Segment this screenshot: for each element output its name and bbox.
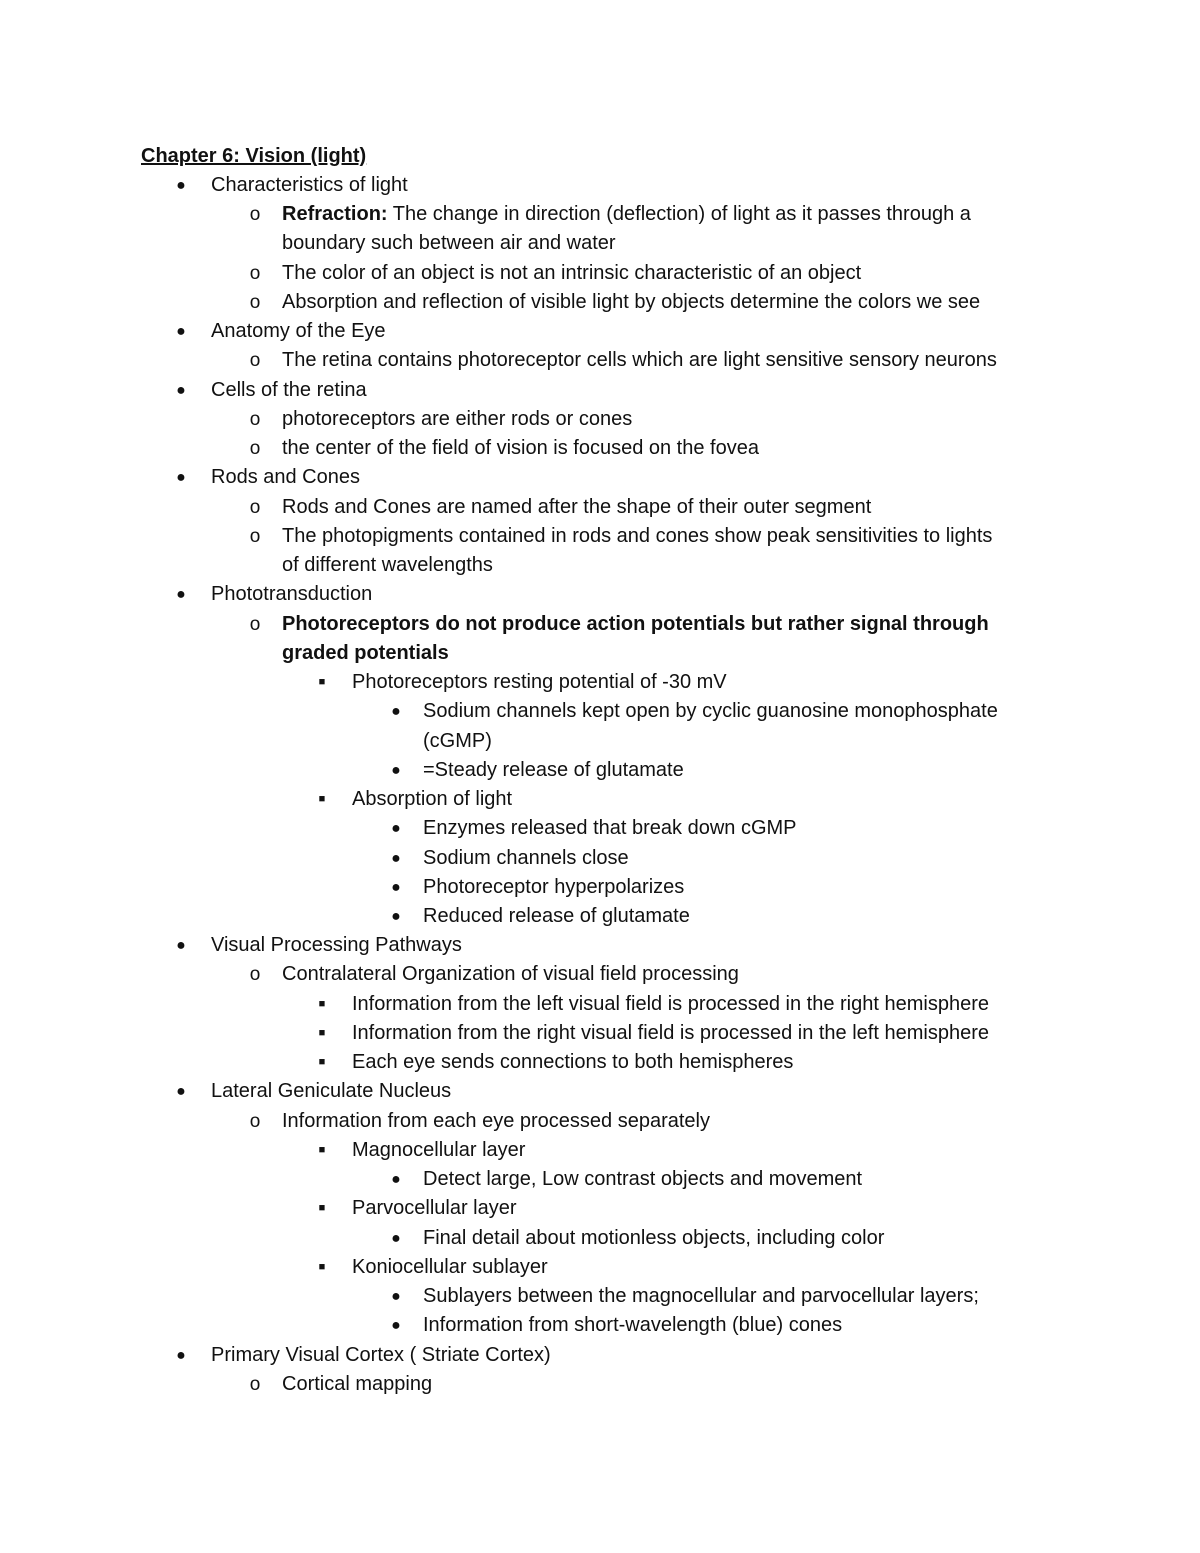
outline-item-text: Information from the right visual field is processed in the left hemisphere [352,1022,989,1044]
bullet-circle-icon: o [249,1374,261,1395]
outline-item-text: photoreceptors are either rods or cones [282,408,633,430]
outline-item-text: Absorption and reflection of visible light by objects determine the colors we see [282,291,981,313]
outline-item-text: =Steady release of glutamate [423,759,684,781]
outline-item-level-1 [211,580,372,609]
bullet-dot-icon: ● [391,762,401,779]
outline-item-level-1 [211,931,462,960]
bullet-circle-icon: o [249,497,261,518]
bullet-square-icon: ■ [318,1202,326,1214]
bullet-square-icon: ■ [318,1144,326,1156]
outline-item-text: Magnocellular layer [352,1139,526,1161]
bullet-square-icon: ■ [318,1027,326,1039]
bullet-dot-icon: ● [391,1171,401,1188]
outline-item-text: Rods and Cones are named after the shape of their outer segment [282,496,872,518]
outline-item-text: boundary such between air and water [282,232,616,254]
outline-item-text: Visual Processing Pathways [211,934,462,956]
outline-item-text: Reduced release of glutamate [423,905,690,927]
bullet-dot-icon: ● [391,908,401,925]
bullet-circle-icon: o [249,1111,261,1132]
bullet-dot-icon: ● [391,1288,401,1305]
outline-item-level-4 [423,697,998,726]
bullet-square-icon: ■ [318,793,326,805]
bullet-dot-icon: ● [176,469,186,486]
outline-item-level-1 [211,376,367,405]
outline-item-level-4 [423,873,684,902]
outline-item-level-2 [282,639,449,668]
outline-item-text: Each eye sends connections to both hemispheres [352,1051,794,1073]
outline-item-text: Sodium channels kept open by cyclic guanosine monophosphate [423,700,998,722]
outline-item-level-3 [352,990,989,1019]
bullet-dot-icon: ● [176,177,186,194]
outline-item-level-2 [282,200,971,229]
outline-item-level-4 [423,1282,979,1311]
outline-item-level-3 [352,1019,989,1048]
bullet-dot-icon: ● [176,586,186,603]
outline-item-text: Information from the left visual field is processed in the right hemisphere [352,993,989,1015]
bullet-square-icon: ■ [318,1261,326,1273]
outline-item-text: of different wavelengths [282,554,493,576]
outline-item-text: Phototransduction [211,583,373,605]
outline-item-text: Information from each eye processed separately [282,1110,710,1132]
bullet-circle-icon: o [249,526,261,547]
bullet-circle-icon: o [249,438,261,459]
outline-item-text: The color of an object is not an intrinsic characteristic of an object [282,262,862,284]
outline-item-level-2 [282,1107,710,1136]
bullet-circle-icon: o [249,614,261,635]
outline-item-text: The change in direction (deflection) of light as it passes through a [387,203,971,225]
bullet-square-icon: ■ [318,998,326,1010]
bullet-dot-icon: ● [391,850,401,867]
bullet-dot-icon: ● [176,382,186,399]
outline-item-level-4 [423,1311,842,1340]
outline-item-level-2 [282,288,980,317]
outline-item-level-2 [282,1370,432,1399]
outline-item-level-3 [352,1253,548,1282]
outline-item-level-2 [282,493,871,522]
outline-item-level-3 [352,1048,793,1077]
bullet-square-icon: ■ [318,1056,326,1068]
outline-item-text: Parvocellular layer [352,1197,517,1219]
bullet-circle-icon: o [249,292,261,313]
outline-item-text: Contralateral Organization of visual field processing [282,963,739,985]
outline-item-text: Cortical mapping [282,1373,433,1395]
outline-item-level-4 [423,756,684,785]
outline-item-text: Sodium channels close [423,847,629,869]
outline-item-text: Characteristics of light [211,174,408,196]
outline-item-level-3 [352,1136,525,1165]
outline-item-text: Photoreceptors do not produce action potentials but rather signal through [282,613,989,635]
outline-item-text: Photoreceptors resting potential of -30 mV [352,671,727,693]
bullet-dot-icon: ● [176,1347,186,1364]
outline-item-text: the center of the field of vision is focused on the fovea [282,437,759,459]
outline-item-text: Enzymes released that break down cGMP [423,817,797,839]
outline-item-level-1 [211,317,386,346]
outline-item-level-1 [211,1077,451,1106]
bullet-circle-icon: o [249,204,261,225]
outline-item-level-3 [352,668,727,697]
outline-item-level-3 [352,1194,517,1223]
outline-item-text: (cGMP) [423,730,492,752]
outline-item-level-2 [282,259,861,288]
outline-item-level-1 [211,1341,551,1370]
outline-item-text: Photoreceptor hyperpolarizes [423,876,685,898]
outline-item-level-4 [423,902,690,931]
outline-item-text: Koniocellular sublayer [352,1256,548,1278]
outline-item-text: Primary Visual Cortex ( Striate Cortex) [211,1344,551,1366]
outline-item-level-4 [423,844,629,873]
outline-item-level-2 [282,434,759,463]
bullet-dot-icon: ● [176,1083,186,1100]
bullet-dot-icon: ● [391,1230,401,1247]
outline-item-level-2 [282,522,992,551]
outline-item-text: Information from short-wavelength (blue) cones [423,1314,843,1336]
outline-item-level-2 [282,405,632,434]
outline-item-level-2 [282,610,989,639]
bullet-dot-icon: ● [391,1317,401,1334]
bullet-circle-icon: o [249,263,261,284]
bullet-dot-icon: ● [391,703,401,720]
bullet-dot-icon: ● [391,879,401,896]
bullet-dot-icon: ● [176,937,186,954]
outline-item-level-2 [282,551,493,580]
bullet-square-icon: ■ [318,676,326,688]
bullet-dot-icon: ● [391,820,401,837]
chapter-title: Chapter 6: Vision (light) [141,145,367,167]
bullet-dot-icon: ● [176,323,186,340]
outline-item-text: Final detail about motionless objects, including color [423,1227,885,1249]
outline-item-level-3 [352,785,512,814]
outline-item-text: Cells of the retina [211,379,367,401]
bullet-circle-icon: o [249,964,261,985]
outline-item-text: Detect large, Low contrast objects and movement [423,1168,863,1190]
outline-item-text: Lateral Geniculate Nucleus [211,1080,452,1102]
outline-item-level-2 [282,346,997,375]
term-label: Refraction: [282,203,388,225]
outline-item-text: Anatomy of the Eye [211,320,386,342]
outline-item-level-4 [423,1224,884,1253]
bullet-circle-icon: o [249,350,261,371]
outline-item-text: Rods and Cones [211,466,360,488]
outline-item-level-4 [423,1165,862,1194]
outline-item-level-1 [211,171,408,200]
outline-item-text: Absorption of light [352,788,513,810]
outline-item-level-1 [211,463,360,492]
bullet-circle-icon: o [249,409,261,430]
outline-item-level-2 [282,960,739,989]
outline-item-text: graded potentials [282,642,449,664]
outline-item-level-4 [423,727,492,756]
outline-item-text: Sublayers between the magnocellular and parvocellular layers; [423,1285,979,1307]
outline-item-level-2 [282,229,616,258]
outline-item-text: The retina contains photoreceptor cells which are light sensitive sensory neurons [282,349,997,371]
outline-item-text: The photopigments contained in rods and cones show peak sensitivities to lights [282,525,993,547]
outline-item-level-4 [423,814,797,843]
